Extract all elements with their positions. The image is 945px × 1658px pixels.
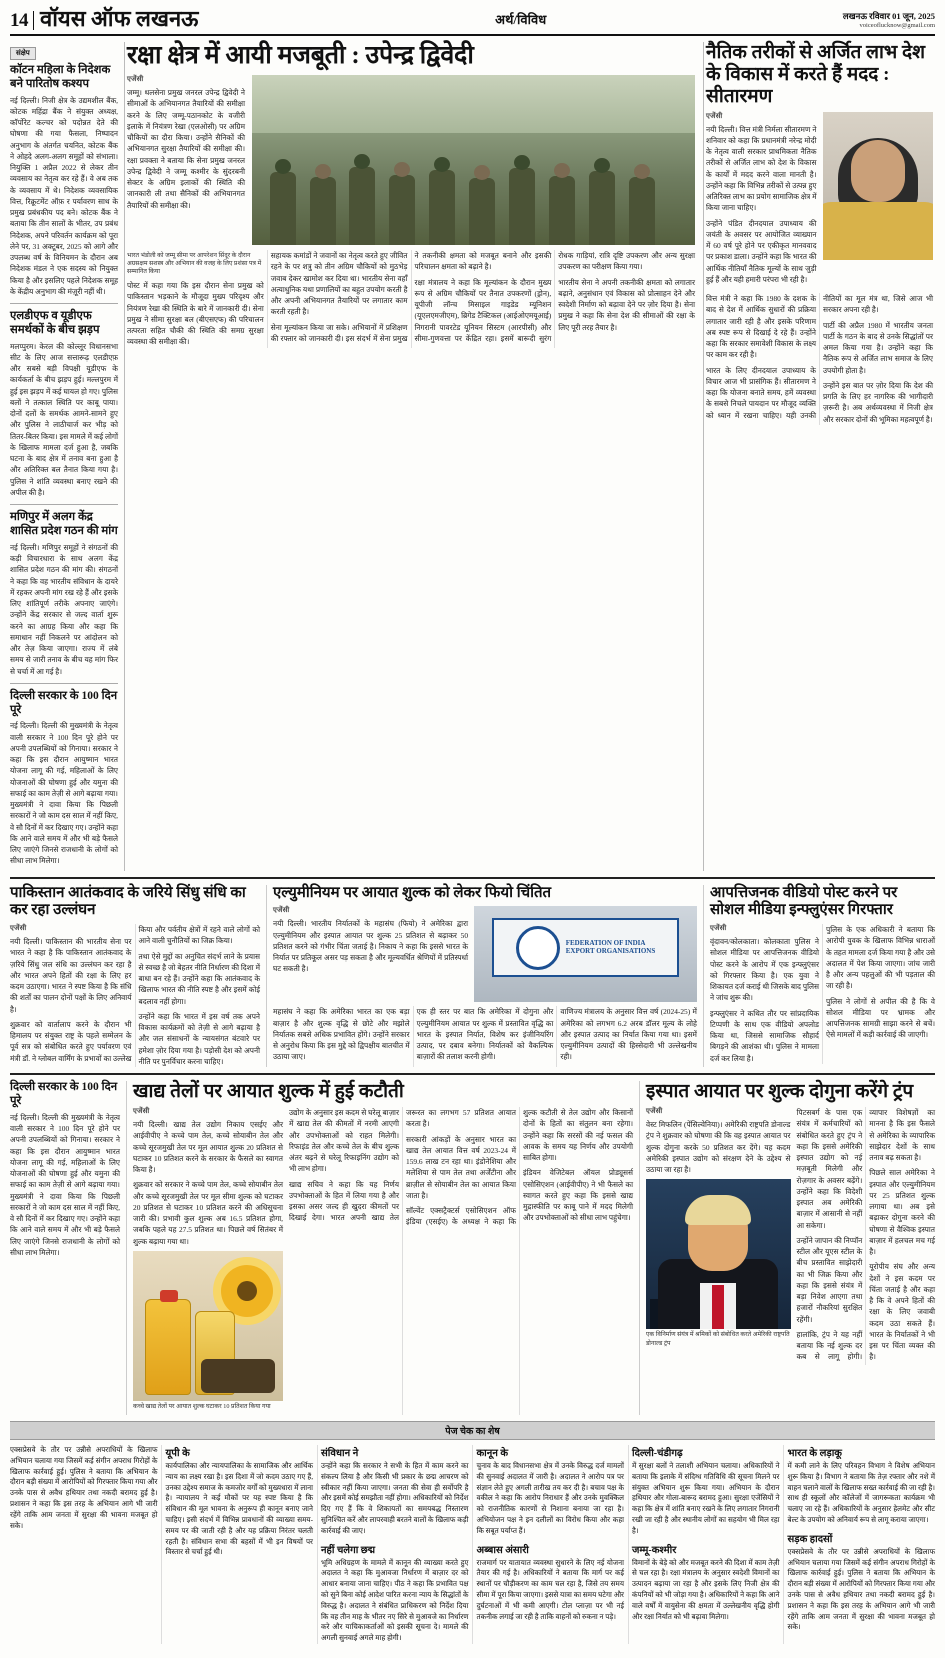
right-lead-para-3: वित्त मंत्री ने कहा कि 1980 के दशक के बाद से देश में आर्थिक सुधारों की प्रक्रिया लगातार जारी रही है और इसके परिणाम अब स्पष्ट रूप से दिखाई दे रहे हैं। उन्होंने कहा कि सरकार समावेशी विकास के लक्ष्य पर काम कर रही है। (706, 294, 816, 360)
oil-para-5: सरकारी आंकड़ों के अनुसार भारत का खाद्य तेल आयात वित्त वर्ष 2023-24 में 159.6 लाख टन रहा था। इंडोनेशिया और मलेशिया से पाम तेल तथा अर्जेंटीना और ब्राज़ील से सोयाबीन तेल का आयात किया जाता है। (406, 1134, 516, 1200)
jump-item-heading: यूपी के (165, 1448, 190, 1460)
lead-para-5: रक्षा मंत्रालय ने कहा कि मूल्यांकन के दौरान मुख्य रूप से अग्रिम चौकियों पर तैनात उपकरणों (ड्रोन), यूपीजी लॉन्च मिसाइल गाइडेड म्यूनिशन (यूएलएमजीएम), ब्रिगेड टैक्टिकल (आईओएमयूआई) निगरानी पावरटेड यूनियन सिस्टम (आरपीसी) और सीमा-गुणवत्ता पर केंद्रित रहा। इसमें बारूदी सुरंग रोधक गाड़ियां, रात्रि दृष्टि उपकरण और अन्य सुरक्षा उपकरण का परीक्षण किया गया। (414, 251, 695, 343)
brief3-body: नई दिल्ली। दिल्ली की मुख्यमंत्री के नेतृत्व वाली सरकार ने 100 दिन पूरे होने पर अपनी उपलब्धियों को गिनाया। सरकार ने कहा कि इस दौरान आयुष्मान भारत योजना लागू की गई, महिलाओं के लिए योजनाओं की घोषणा हुई और यमुना की सफाई का काम तेज़ी से आगे बढ़ाया गया। मुख्यमंत्री ने दावा किया कि पिछली सरकारों ने जो काम दस साल में नहीं किए, वे सौ दिनों में कर दिखाए गए। उन्होंने कहा कि आने वाले समय में और भी बड़े फैसले लिए जाएंगे जिनसे राजधानी के लोगों को सीधा लाभ मिलेगा। (10, 721, 118, 866)
jump-item-body: कार्यपालिका और न्यायपालिका के सामाजिक और आर्थिक न्याय का लक्ष्य रखा है। इस दिशा में जो कदम उठाए गए हैं, उनका उद्देश्य समाज के कमजोर वर्गों को मुख्यधारा में लाना है। न्यायालय ने कई मौकों पर यह स्पष्ट किया है कि संविधान की मूल भावना के अनुरूप ही कानून बनाए जाने चाहिए। इसी संदर्भ में विभिन्न प्रावधानों की व्याख्या समय-समय पर की जाती रही है और यह प्रक्रिया निरंतर चलती रहती है। संविधान सभा की बहसों में भी इन विषयों पर विस्तार से चर्चा हुई थी। (165, 1462, 313, 1557)
sitharaman-photo (823, 112, 934, 260)
photo-tie (712, 1285, 724, 1329)
oil-para-6: सॉल्वेंट एक्सट्रैक्टर्स एसोसिएशन ऑफ इंडिया (एसईए) के अध्यक्ष ने कहा कि शुल्क कटौती से तेल उद्योग और किसानों दोनों के हितों का संतुलन बना रहेगा। उन्होंने कहा कि सरसों की नई फसल की आवक के समय यह निर्णय और उपयोगी साबित होगा। (406, 1108, 633, 1227)
social-para-4: पुलिस ने लोगों से अपील की है कि वे सोशल मीडिया पर भ्रामक और आपत्तिजनक सामग्री साझा करने से बचें। ऐसे मामलों में कड़ी कार्रवाई की जाएगी। (826, 996, 935, 1040)
photo-hair (685, 1195, 751, 1225)
alu-para-2: महासंघ ने कहा कि अमेरिका भारत का एक बड़ा बाज़ार है और शुल्क वृद्धि से छोटे और मझोले निर्यातक सबसे अधिक प्रभावित होंगे। उन्होंने सरकार से अनुरोध किया कि इस मुद्दे को द्विपक्षीय बातचीत में उठाया जाए। (273, 1007, 410, 1062)
jump-item (632, 1542, 780, 1623)
jump-item-body: राजमार्ग पर यातायात व्यवस्था सुधारने के लिए नई योजना तैयार की गई है। अधिकारियों ने बताया कि मार्ग पर कई स्थानों पर चौड़ीकरण का काम चल रहा है, जिसे तय समय सीमा में पूरा किया जाएगा। इससे यात्रा का समय घटेगा और दुर्घटनाओं में भी कमी आएगी। टोल प्लाज़ा पर भी नई तकनीक लगाई जा रही है ताकि वाहनों को रुकना न पड़े। (476, 1558, 624, 1621)
trump-photo (646, 1179, 791, 1329)
story-social (703, 885, 935, 1068)
masthead-left (10, 8, 198, 30)
trump-para-5: पिछले साल अमेरिका ने इस्पात और एल्युमीनियम पर 25 प्रतिशत शुल्क लगाया था। अब इसे बढ़ाकर दोगुना करने की घोषणा से वैश्विक इस्पात बाज़ार में हलचल मच गई है। (869, 1168, 935, 1257)
photo-sari (823, 202, 934, 260)
masthead (10, 8, 935, 36)
jump-item-heading: कानून के (476, 1448, 509, 1460)
right-lead-para-6: उन्होंने इस बात पर ज़ोर दिया कि देश की प्रगति के लिए हर नागरिक की भागीदारी ज़रूरी है। अब अर्थव्यवस्था में निजी क्षेत्र और सरकार दोनों की भूमिका महत्वपूर्ण है। (823, 380, 933, 424)
brief-extra-body: नई दिल्ली। दिल्ली की मुख्यमंत्री के नेतृत्व वाली सरकार ने 100 दिन पूरे होने पर अपनी उपलब्धियों को गिनाया। सरकार ने कहा कि इस दौरान आयुष्मान भारत योजना लागू की गई, महिलाओं के लिए योजनाओं की घोषणा हुई और यमुना की सफाई का काम तेज़ी से आगे बढ़ाया गया। मुख्यमंत्री ने दावा किया कि पिछली सरकारों ने जो काम दस साल में नहीं किए, वे सौ दिनों में कर दिखाए गए। उन्होंने कहा कि आने वाले समय में और भी बड़े फैसले लिए जाएंगे जिनसे राजधानी के लोगों को सीधा लाभ मिलेगा। (10, 1112, 120, 1257)
oil-para-3: उद्योग के अनुसार इस कदम से घरेलू बाज़ार में खाद्य तेल की कीमतों में नरमी आएगी और उपभोक्ताओं को राहत मिलेगी। रिफाइंड तेल और कच्चे तेल के बीच शुल्क अंतर बढ़ने से घरेलू रिफाइनिंग उद्योग को भी लाभ होगा। (289, 1108, 399, 1174)
right-lead-story (703, 42, 935, 871)
lead-para-6: भारतीय सेना ने अपनी तकनीकी क्षमता को लगातार बढ़ाने, अनुसंधान एवं विकास को प्रोत्साहन देने और स्वदेशी निर्माण को बढ़ावा देने पर ज़ोर दिया है। सेना प्रमुख ने कहा कि सेना देश की सीमाओं की रक्षा के लिए पूरी तरह तैयार है। (558, 277, 695, 332)
fieo-signboard (492, 918, 679, 978)
trump-para-1: वेस्ट मिफलिन (पेंसिल्वेनिया)। अमेरिकी राष्ट्रपति डोनाल्ड ट्रंप ने शुक्रवार को घोषणा की कि वह इस्पात आयात पर शुल्क दोगुना करके 50 प्रतिशत कर देंगे। यह कदम अमेरिकी इस्पात उद्योग को संरक्षण देने के उद्देश्य से उठाया जा रहा है। (646, 1120, 791, 1175)
pak-headline: पाकिस्तान आतंकवाद के जरिये सिंधु संधि का कर रहा उल्लंघन (10, 884, 246, 919)
jump-item-body: एक्सप्रेसवे के तौर पर उन्नीसे अपराधियों के खिलाफ अभियान चलाया गया जिसमें कई संगीन अपराध गिरोहों के खिलाफ कार्रवाई हुई। पुलिस ने बताया कि अभियान के दौरान बड़ी संख्या में आरोपियों को गिरफ्तार किया गया और उनके पास से अवैध हथियार तथा नकदी बरामद हुई है। प्रशासन ने कहा कि इस तरह के अभियान आगे भी जारी रहेंगे ताकि आम जनता में सुरक्षा की भावना मजबूत हो सके। (787, 1547, 935, 1632)
jump-item-heading: अब्बास अंसारी (476, 1544, 529, 1556)
oil-kicker: एजेंसी (133, 1107, 150, 1116)
jump-item (10, 1445, 158, 1531)
alu-para-4: वाणिज्य मंत्रालय के अनुसार वित्त वर्ष (2024-25) में अमेरिका को लगभग 6.2 अरब डॉलर मूल्य के लोहे और इस्पात उत्पाद का निर्यात किया गया था। इसमें एल्युमीनियम उत्पादों की हिस्सेदारी भी उल्लेखनीय रही। (560, 1007, 697, 1062)
oil-headline: खाद्य तेलों पर आयात शुल्क में हुई कटौती (133, 1081, 404, 1103)
fieo-photo (474, 906, 697, 1002)
oil-para-7: इंडियन वेजिटेबल ऑयल प्रोड्यूसर्स एसोसिएशन (आईवीपीए) ने भी फैसले का स्वागत करते हुए कहा कि इससे खाद्य मुद्रास्फीति पर काबू पाने में मदद मिलेगी और उपभोक्ताओं को सीधा लाभ पहुंचेगा। (523, 1168, 633, 1223)
story-aluminium (266, 885, 697, 1068)
right-lead-para-4: भारत के लिए दीनदयाल उपाध्याय के विचार आज भी प्रासंगिक हैं। सीतारमण ने कहा कि योजना बनाते समय, हमें व्यवस्था के सबसे निचले पायदान पर मौजूद व्यक्ति को ध्यान में रखना चाहिए। यही उनकी नीतियों का मूल मंत्र था, जिसे आज भी सरकार अपना रही है। (706, 294, 933, 420)
jump-item (166, 1445, 314, 1558)
sidebar-bottom-spacer (10, 1081, 120, 1415)
oil-para-2: शुक्रवार को सरकार ने कच्चे पाम तेल, कच्चे सोयाबीन तेल और कच्चे सूरजमुखी तेल पर मूल सीमा शुल्क को घटाकर 20 प्रतिशत से घटाकर 10 प्रतिशत करने की अधिसूचना जारी की। प्रभावी कुल शुल्क अब 16.5 प्रतिशत होगा, जबकि पहले यह 27.5 प्रतिशत था। पिछले वर्ष सितंबर में शुल्क बढ़ाया गया था। (133, 1180, 283, 1246)
jump-item-heading: दिल्ली-चंडीगढ़ (632, 1448, 683, 1460)
lead-photo-caption: भारत भंडोली को जम्मू सीमा पर आपरेशन सिंदूर के दौरान अग्रसक्षम सशस्त्र और अभियान की वजह के लिए प्रशंसा पत्र में सम्मानित किया (127, 252, 262, 276)
fieo-logo-icon (516, 926, 560, 970)
jump-item-heading: नहीं चलेगा छद्म (321, 1544, 376, 1556)
jump-item-heading: जम्मू-कश्मीर (632, 1544, 677, 1556)
right-lead-headline: नैतिक तरीकों से अर्जित लाभ देश के विकास में करते हैं मदद : सीतारमण (706, 42, 926, 107)
social-headline: आपत्तिजनक वीडियो पोस्ट करने पर सोशल मीडिया इन्फ्लुएंसर गिरफ्तार (710, 884, 898, 919)
alu-kicker: एजेंसी (273, 906, 290, 915)
brief2-body: मलप्पुरम। केरल की कोल्लूर विधानसभा सीट के लिए आज सत्तारूढ़ एलडीएफ़ और सबसे बड़ी विपक्षी यूडीएफ के कार्यकर्ता के बीच झड़प हुई। मल्लपुरम में हुई इस झड़प में कई घायल हो गए। पुलिस बलों ने तत्काल स्थिति पर काबू पाया। दोनों दलों के समर्थक आमने-सामने हुए और पुलिस ने लाठीचार्ज कर भीड़ को तितर-बितर किया। इस मामले में कई लोगों के खिलाफ मामला दर्ज हुआ है, जबकि घटना के बाद क्षेत्र में तनाव बना हुआ है और अतिरिक्त बल तैनात किया गया है। पुलिस ने शांति व्यवस्था बनाए रखने की अपील की है। (10, 341, 118, 497)
contact-email: voiceoflucknow@gmail.com (859, 21, 935, 29)
oil-bottle-1 (145, 1299, 191, 1395)
trump-photo-caption: एक विनिर्माण संयंत्र में श्रमिकों को संबोधित करते अमेरिकी राष्ट्रपति डोनाल्ड ट्रंप (646, 1331, 790, 1347)
brief4-headline: मणिपुर में अलग केंद्र शासित प्रदेश गठन की मांग (10, 511, 118, 537)
story-edible-oil (126, 1081, 633, 1415)
story-pakistan (10, 885, 260, 1068)
oil-para-1: नयी दिल्ली। खाद्य तेल उद्योग निकाय एसईए और आईवीपीए ने कच्चे पाम तेल, कच्चे सोयाबीन तेल और कच्चे सूरजमुखी तेल पर मूल आयात शुल्क 20 प्रतिशत से घटाकर 10 प्रतिशत करने के सरकार के फैसले का स्वागत किया है। (133, 1120, 283, 1175)
jump-item-body: एक्सप्रेसवे के तौर पर उन्नीसे अपराधियों के खिलाफ अभियान चलाया गया जिसमें कई संगीन अपराध गिरोहों के खिलाफ कार्रवाई हुई। पुलिस ने बताया कि अभियान के दौरान बड़ी संख्या में आरोपियों को गिरफ्तार किया गया और उनके पास से अवैध हथियार तथा नकदी बरामद हुई है। प्रशासन ने कहा कि इस तरह के अभियान आगे भी जारी रहेंगे ताकि आम जनता में सुरक्षा की भावना मजबूत हो सके। (10, 1446, 158, 1530)
jump-item (477, 1542, 625, 1623)
oil-photo (133, 1251, 283, 1401)
alu-para-3: एक ही स्तर पर बात कि अमेरिका में दोगुना और एल्युमीनियम आयात पर शुल्क में प्रस्तावित वृद्धि का भारत के इस्पात निर्यात, विशेष कर इंजीनियरिंग उत्पाद, पर दबाव बनेगा। निर्यातकों को वैकल्पिक बाज़ारों की तलाश करनी होगी। (416, 1007, 554, 1062)
lead-photo (252, 75, 695, 245)
right-lead-para-5: पार्टी की अप्रैल 1980 में भारतीय जनता पार्टी के गठन के बाद से उनके सिद्धांतों पर अमल किया गया है। उन्होंने कहा कि नैतिक रूप से अर्जित लाभ समाज के लिए उपयोगी होता है। (823, 320, 933, 375)
sunflower-icon (221, 1265, 273, 1317)
jump-item-body: उन्होंने कहा कि सरकार ने सभी के हित में काम करने का संकल्प लिया है और किसी भी प्रकार के छद्म आचरण को स्वीकार नहीं किया जाएगा। जनता की सेवा ही सर्वोपरि है और इसमें कोई समझौता नहीं होगा। अधिकारियों को निर्देश दिए गए हैं कि वे शिकायतों का समयबद्ध निस्तारण सुनिश्चित करें और लापरवाही बरतने वालों के खिलाफ कड़ी कार्रवाई की जाए। (321, 1462, 469, 1535)
social-kicker: एजेंसी (710, 924, 727, 932)
trump-kicker: एजेंसी (646, 1107, 663, 1116)
jump-item (321, 1542, 469, 1644)
trump-para-4: हालांकि, ट्रंप ने यह नहीं बताया कि नई शुल्क दर कब से लागू होगी। व्यापार विशेषज्ञों का मानना है कि इस फैसले से अमेरिका के व्यापारिक साझेदार देशों के साथ तनाव बढ़ सकता है। (796, 1108, 935, 1362)
social-para-2: इन्फ्लुएंसर ने कथित तौर पर सांप्रदायिक टिप्पणी के साथ एक वीडियो अपलोड किया था, जिससे सामाजिक सौहार्द बिगड़ने की आशंका थी। पुलिस ने मामला दर्ज कर लिया है। (710, 1008, 819, 1063)
jump-item (632, 1445, 780, 1537)
lead-para-2: पोस्ट में कहा गया कि इस दौरान सेना प्रमुख को पाकिस्तान भड़काने के मौजूदा मुख्य परिदृश्य और नियंत्रण रेखा की स्थिति के बारे में जानकारी दी। सेना प्रमुख ने सीमा सुरक्षा बल (बीएसएफ) की परिचालन तत्परता सहित चौकी की स्थिति की समग्र सुरक्षा व्यवस्था की समीक्षा की। (127, 281, 264, 347)
jump-item (788, 1531, 936, 1633)
fieo-board-text: FEDERATION OF INDIA EXPORT ORGANISATIONS (565, 938, 656, 955)
publication-title: वॉयस ऑफ लखनऊ (40, 6, 199, 31)
third-row (10, 1081, 935, 1415)
alu-para-1: नयी दिल्ली। भारतीय निर्यातकों के महासंघ (फियो) ने अमेरिका द्वारा एल्युमीनियम और इस्पात आयात पर शुल्क 25 प्रतिशत से बढ़ाकर 50 प्रतिशत करने को गंभीर चिंता जताई है। निकाय ने कहा कि इससे भारत के निर्यात पर प्रतिकूल असर पड़ सकता है और मूल्यवर्धित श्रेणियों में प्रतिस्पर्धा घट सकती है। (273, 919, 469, 974)
lead-story (124, 42, 697, 871)
sankshep-label: संक्षेप (10, 47, 36, 60)
jump-item (321, 1445, 469, 1537)
right-lead-para-2: उन्होंने पंडित दीनदयाल उपाध्याय की जयंती के अवसर पर आयोजित व्याख्यान में 60 वर्ष पूरे होने पर एकीकृत मानववाद पर प्रकाश डाला। उन्होंने कहा कि भारत की आर्थिक नीतियाँ नैतिक मूल्यों के साथ जुड़ी हुई हैं और यही हमारी परंपरा भी रही है। (706, 218, 817, 284)
photo-soldiers (252, 119, 695, 245)
jump-item-body: भूमि अधिग्रहण के मामले में कानून की व्याख्या करते हुए अदालत ने कहा कि मुआवजा निर्धारण में बाज़ार दर को आधार बनाया जाना चाहिए। पीठ ने कहा कि प्रभावित पक्ष को सुने बिना कोई आदेश पारित करना न्याय के सिद्धांतों के विरुद्ध है। अदालत ने संबंधित प्राधिकरण को निर्देश दिया कि वह तीन माह के भीतर नए सिरे से मुआवजे का निर्धारण करे और याचिकाकर्ताओं को इसकी सूचना दे। मामले की अगली सुनवाई अगले माह होगी। (321, 1558, 469, 1643)
pak-para-4: उन्होंने कहा कि भारत में इस वर्ष तक अपने विकास कार्यक्रमों को तेज़ी से आगे बढ़ाया है और जल संसाधनों के न्यायसंगत बंटवारे पर हमेशा ज़ोर दिया गया है। पड़ोसी देश को अपनी नीति पर पुनर्विचार करना चाहिए। (138, 1011, 260, 1066)
pak-para-1: नयी दिल्ली। पाकिस्तान की भारतीय सेना पर भारत ने कहा है कि पाकिस्तान आतंकवाद के ज़रिये सिंधु जल संधि का उल्लंघन कर रहा है और भारत अपने हितों की रक्षा के लिए हर कदम उठाएगा। भारत ने स्पष्ट किया है कि संधि की शर्तों का पालन दोनों पक्षों के लिए अनिवार्य है। (10, 937, 132, 1014)
right-lead-para-1: नयी दिल्ली। वित्त मंत्री निर्मला सीतारमण ने शनिवार को कहा कि प्रधानमंत्री नरेन्द्र मोदी के नेतृत्व वाली सरकार प्राथमिकता नैतिक तरीकों से अर्जित लाभ को देश के विकास के कार्यों में मदद करने वाला मानती है। उन्होंने कहा कि विभिन्न तरीकों से उत्पन्न हुए अतिरिक्त लाभ का प्रयोग सामाजिक क्षेत्र में किया जाना चाहिए। (706, 124, 817, 213)
oil-para-4: खाद्य सचिव ने कहा कि यह निर्णय उपभोक्ताओं के हित में लिया गया है और इसका असर जल्द ही खुदरा कीमतों पर दिखाई देगा। भारत अपनी खाद्य तेल जरूरत का लगभग 57 प्रतिशत आयात करता है। (289, 1108, 516, 1223)
trump-para-6: यूरोपीय संघ और अन्य देशों ने इस कदम पर चिंता जताई है और कहा है कि वे अपने हितों की रक्षा के लिए जवाबी कदम उठा सकते हैं। भारत के निर्यातकों ने भी इस पर चिंता व्यक्त की है। (869, 1262, 935, 1362)
masthead-right (843, 11, 935, 30)
oil-seeds (201, 1359, 275, 1393)
trump-para-3: उन्होंने जापान की निप्पॉन स्टील और यूएस स्टील के बीच प्रस्तावित साझेदारी का भी जिक्र किया और कहा कि इससे संयंत्र में बड़ा निवेश आएगा तथा हजारों नौकरियां सुरक्षित रहेंगी। (796, 1235, 863, 1324)
social-para-1: वृंदावन/कोलकाता। कोलकाता पुलिस ने सोशल मीडिया पर आपत्तिजनक वीडियो पोस्ट करने के आरोप में एक इन्फ्लुएंसर को गिरफ्तार किया है। एक युवा ने शिकायत दर्ज कराई थी जिसके बाद पुलिस ने जांच शुरू की। (710, 937, 819, 1003)
jump-item (788, 1445, 936, 1526)
second-row (10, 885, 935, 1068)
lead-para-1: जम्मू। थलसेना प्रमुख जनरल उपेन्द्र द्विवेदी ने सीमाओं के अभियानगत तैयारियों की समीक्षा करने के लिए जम्मू-पठानकोट के वजीरी इलाके में नियंत्रण रेखा (एलओसी) पर अग्रिम चौकियों का दौरा किया। उन्होंने सैनिकों की अभियानगत सुरक्षा तैयारियों की समीक्षा की। रक्षा प्रवक्ता ने बताया कि सेना प्रमुख जनरल उपेन्द्र द्विवेदी ने जम्मू कश्मीर के सुंदरबनी सेक्टर के अग्रिम इलाकों की स्थिति की जानकारी ली तथा सैनिकों की अभियानगत तैयारियों की समीक्षा की। (127, 88, 245, 210)
oil-photo-caption: कच्चे खाद्य तेलों पर आयात शुल्क घटाकर 10 प्रतिशत किया गया (133, 1402, 271, 1410)
jump-item-body: चुनाव के बाद विधानसभा क्षेत्र में उनके विरुद्ध दर्ज मामलों की सुनवाई अदालत में जारी है। अदालत ने आरोप पत्र पर संज्ञान लेते हुए अगली तारीख तय कर दी है। बचाव पक्ष के वकील ने कहा कि आरोप निराधार हैं और उनके मुवक्किल को राजनीतिक कारणों से निशाना बनाया जा रहा है। अभियोजन पक्ष ने इन दलीलों का विरोध किया और कहा कि सबूत पर्याप्त हैं। (476, 1462, 624, 1535)
brief1-body: नई दिल्ली। निजी क्षेत्र के उद्यमशील बैंक, कोटक महिंद्रा बैंक ने संयुक्त अध्यक्ष, कॉर्पोरेट कल्चर को पदोन्नत देते की घोषणा की गया फैसला, निष्पादन अनुभाग के अंतर्गत चयनित, कोटक बैंक ने ओहदे अलग-अलग समूहों को संभाला। नियुक्ति 1 अप्रैल 2022 से लेकर तीन व्यवसाय का नेतृत्व कर रहे हैं। वे अब तक के व्यवसाय में थे। निदेशक व्यवसायिक वित्त, रिक्रूटमेंट ऑफ़ र पर्यावरण साथ के प्रमुख प्रबंधकीय पद बने। कोटक बैंक ने बताया कि तीन सालों के भीतर, उप प्रबंध निदेशक, अपने परिवर्तन कार्यक्रम को पूरा लेने पर, 31 अक्टूबर, 2025 को आगे और उपलब्ध वर्ष के विनियमन के दौरान अब निदेशक मंडल ने एक सदस्य को नियुक्त किया है और इसलिए पहले निदेशक समूह के केंद्रीय अनुभाग की मंज़ूरी नहीं थी। (10, 95, 118, 296)
alu-headline: एल्युमीनियम पर आयात शुल्क को लेकर फियो चिंतित (273, 884, 552, 901)
trump-para-2: पिटसबर्ग के पास एक संयंत्र में कर्मचारियों को संबोधित करते हुए ट्रंप ने कहा कि इससे अमेरिकी इस्पात उद्योग को नई मज़बूती मिलेगी और रोज़गार के अवसर बढ़ेंगे। उन्होंने कहा कि विदेशी इस्पात अब अमेरिकी बाज़ार में आसानी से नहीं आ सकेगा। (796, 1108, 863, 1230)
brief1-headline: कॉटन महिला के निदेशक बने पारितोष कश्यप (10, 64, 111, 90)
jump-section-label: पेज चेक का शेष (10, 1421, 935, 1440)
social-para-3: पुलिस के एक अधिकारी ने बताया कि आरोपी युवक के खिलाफ विभिन्न धाराओं के तहत मामला दर्ज किया गया है और उसे अदालत में पेश किया जाएगा। जांच जारी है और अन्य पहलुओं की भी पड़ताल की जा रही है। (826, 925, 935, 991)
jump-item-body: विमानों के बेड़े को और मजबूत करने की दिशा में काम तेज़ी से चल रहा है। रक्षा मंत्रालय के अनुसार स्वदेशी विमानों का उत्पादन बढ़ाया जा रहा है और इसके लिए निजी क्षेत्र की कंपनियों को भी जोड़ा गया है। अधिकारियों ने कहा कि आने वाले वर्षों में वायुसेना की क्षमता में उल्लेखनीय वृद्धि होगी और रक्षा निर्यात को भी बढ़ावा मिलेगा। (632, 1558, 780, 1621)
brief3-headline: दिल्ली सरकार के 100 दिन पूरे (10, 689, 118, 716)
lead-kicker: एजेंसी (127, 75, 144, 83)
sidebar-briefs (10, 42, 118, 871)
pak-kicker: एजेंसी (10, 924, 27, 932)
section-title: अर्थ/विविध (495, 12, 547, 27)
lead-para-4: सेना मूल्यांकन किया जा सके। अभियानों में प्रशिक्षण की रफ्तार को जानकारी दी। इस संदर्भ में सेना प्रमुख ने तकनीकी क्षमता को मजबूत बनाने और इसकी परिचालन क्षमता को बढ़ाने है। (270, 251, 552, 343)
lead-para-3: सहायक कमांडों ने जवानों का नेतृत्व करते हुए जीवित रहने के पर शत्रु को तीन अग्रिम चौकियों को मुठभेड़ जवाब देकर खामोश कर दिया था। भारतीय सेना वहाँ अत्याधुनिक यथा प्रणालियों का बहुत उपयोग करती है और अपनी अभियानगत तैयारियों पर लगातार काम करती रहती है। (270, 251, 408, 317)
right-lead-kicker: एजेंसी (706, 111, 723, 120)
top-area (10, 42, 935, 871)
jump-item-heading: संविधान ने (321, 1448, 359, 1460)
page-number: 14 (10, 11, 34, 30)
jump-item-body: में कमी लाने के लिए परिवहन विभाग ने विशेष अभियान शुरू किया है। विभाग ने बताया कि तेज़ रफ्तार और नशे में वाहन चलाने वालों के खिलाफ सख्त कार्रवाई की जा रही है। साथ ही स्कूलों और कॉलेजों में जागरूकता कार्यक्रम भी चलाए जा रहे हैं। अधिकारियों के अनुसार हेलमेट और सीट बेल्ट के उपयोग को अनिवार्य रूप से लागू कराया जाएगा। (787, 1462, 935, 1525)
edition-date: लखनऊ रविवार 01 जून, 2025 (842, 11, 935, 22)
jump-item (477, 1445, 625, 1537)
brief-extra-headline: दिल्ली सरकार के 100 दिन पूरे (10, 1081, 118, 1108)
jump-stories-grid (10, 1445, 935, 1644)
brief2-headline: एलडीएफ व यूडीएफ समर्थकों के बीच झड़प (10, 310, 100, 336)
pak-para-3: तथा ऐसे मुद्दों का अनुचित संदर्भ लाने के प्रयास से स्वच्छ है जो बेहतर नीति निर्धारण की दिशा में बाधा बन रहे हैं। उन्होंने कहा कि आतंकवाद के खिलाफ भारत की नीति स्पष्ट है और इसमें कोई बदलाव नहीं होगा। (138, 951, 260, 1006)
photo-face (851, 140, 905, 202)
jump-item-heading: सड़क हादसों (787, 1533, 833, 1545)
pak-para-2: शुक्रवार को वार्तालाप करने के दौरान भी हिमालय पर संयुक्त राष्ट्र के पहले सम्मेलन के पूर्व सत्र को संबोधित करते हुए पर्यावरण एवं मंत्री डॉ. ने ग्लोबल वार्मिंग के प्रभावों का उल्लेख किया और पर्वतीय क्षेत्रों में रहने वाले लोगों को आने वाली चुनौतियों का जिक्र किया। (10, 925, 260, 1063)
jump-item-body: में सुरक्षा बलों ने तलाशी अभियान चलाया। अधिकारियों ने बताया कि इलाके में संदिग्ध गतिविधि की सूचना मिलने पर संयुक्त अभियान शुरू किया गया। अभियान के दौरान हथियार और गोला-बारूद बरामद हुआ। सुरक्षा एजेंसियों ने कहा कि क्षेत्र में शांति बनाए रखने के लिए लगातार निगरानी रखी जा रही है और स्थानीय लोगों का सहयोग भी मिल रहा है। (632, 1462, 780, 1535)
trump-headline: इस्पात आयात पर शुल्क दोगुना करेंगे ट्रंप (646, 1081, 914, 1103)
brief4-body: नई दिल्ली। मणिपुर समूहों ने संगठनों की कड़ी विचारधारा के साथ अलग केंद्र शासित प्रदेश गठन की मांग की। संगठनों ने कहा कि वह भारतीय संविधान के दायरे में रहकर अपनी मांग रख रहे हैं और इसके लिए शांतिपूर्ण तरीके अपनाए जाएंगे। उन्होंने केंद्र सरकार से जल्द वार्ता शुरू करने का आग्रह किया और कहा कि समाधान नहीं निकलने पर आंदोलन को और तेज़ किया जाएगा। राज्य में लंबे समय से जारी तनाव के बीच यह मांग फिर से चर्चा में आ गई है। (10, 542, 118, 676)
jump-item-heading: भारत के लड़ाकू (787, 1448, 842, 1460)
lead-headline: रक्षा क्षेत्र में आयी मजबूती : उपेन्द्र द्विवेदी (127, 42, 474, 69)
story-trump (639, 1081, 935, 1415)
